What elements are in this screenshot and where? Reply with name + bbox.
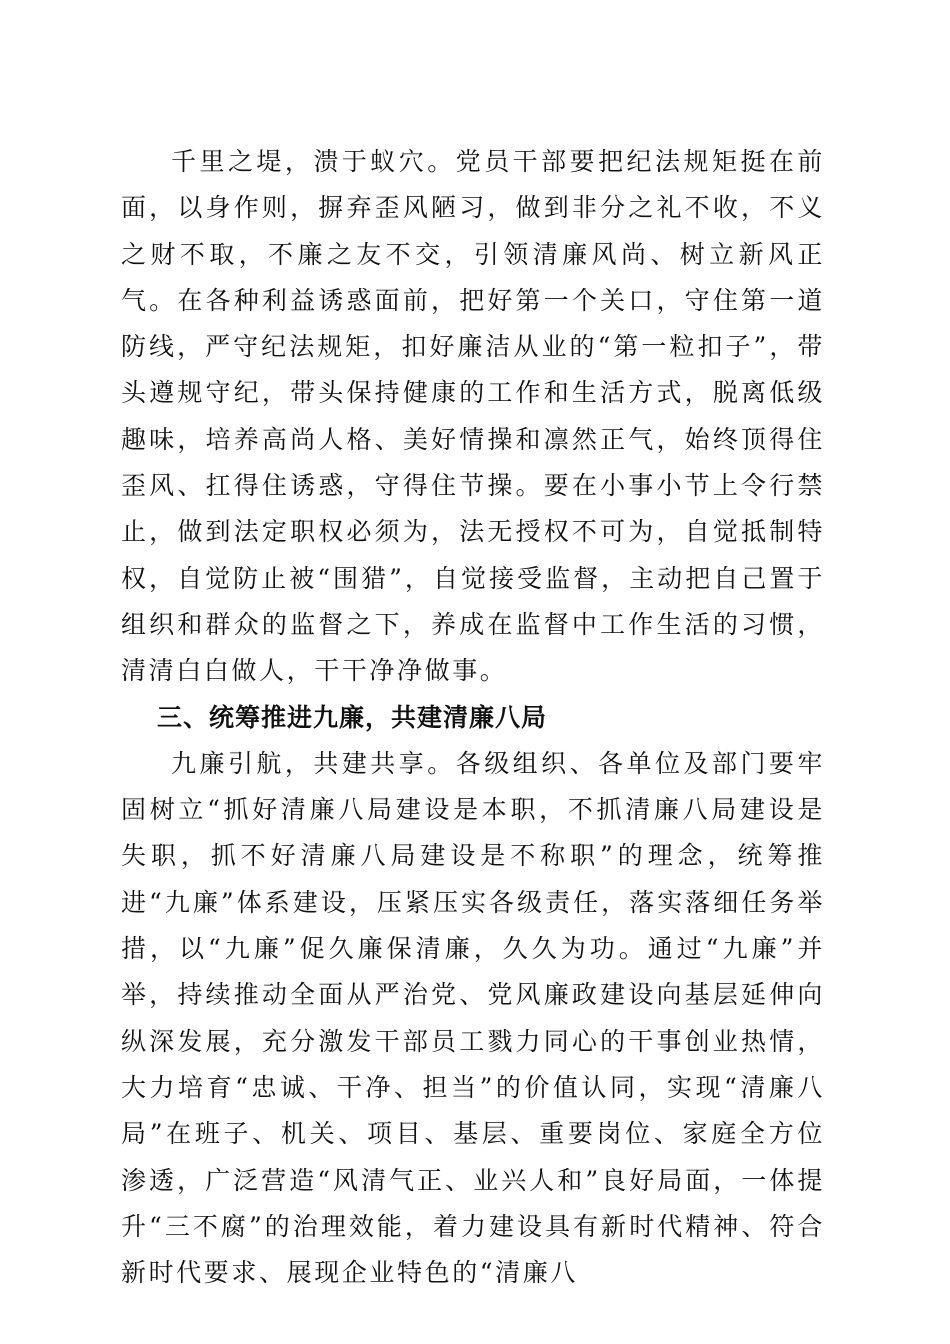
document-body: [121, 139, 825, 1296]
paragraph-nine-integrity: 九廉引航，共建共享。各级组织、各单位及部门要牢固树立“抓好清廉八局建设是本职，不抓清廉八局建设是失职，抓不好清廉八局建设是不称职”的理念，统筹推进“九廉”体系建设，压紧压实各级责任，落实落细任务举措，以“九廉”促久廉保清廉，久久为功。通过“九廉”并举，持续推动全面从严治党、党风廉政建设向基层延伸向纵深发展，充分激发干部员工戮力同心的干事创业热情，大力培育“忠诚、干净、担当”的价值认同，实现“清廉八局”在班子、机关、项目、基层、重要岗位、家庭全方位渗透，广泛营造“风清气正、业兴人和”良好局面，一体提升“三不腐”的治理效能，着力建设具有新时代精神、符合新时代要求、展现企业特色的“清廉八: [121, 748, 825, 1288]
paragraph-integrity: 千里之堤，溃于蚁穴。党员干部要把纪法规矩挺在前面，以身作则，摒弃歪风陋习，做到非分之礼不收，不义之财不取，不廉之友不交，引领清廉风尚、树立新风正气。在各种利益诱惑面前，把好第一个关口，守住第一道防线，严守纪法规矩，扣好廉洁从业的“第一粒扣子”，带头遵规守纪，带头保持健康的工作和生活方式，脱离低级趣味，培养高尚人格、美好情操和凛然正气，始终顶得住歪风、扛得住诱惑，守得住节操。要在小事小节上令行禁止，做到法定职权必须为，法无授权不可为，自觉抵制特权，自觉防止被“围猎”，自觉接受监督，主动把自己置于组织和群众的监督之下，养成在监督中工作生活的习惯，清清白白做人，干干净净做事。: [121, 147, 825, 686]
section-heading: 三、统筹推进九廉，共建清廉八局: [157, 702, 548, 732]
